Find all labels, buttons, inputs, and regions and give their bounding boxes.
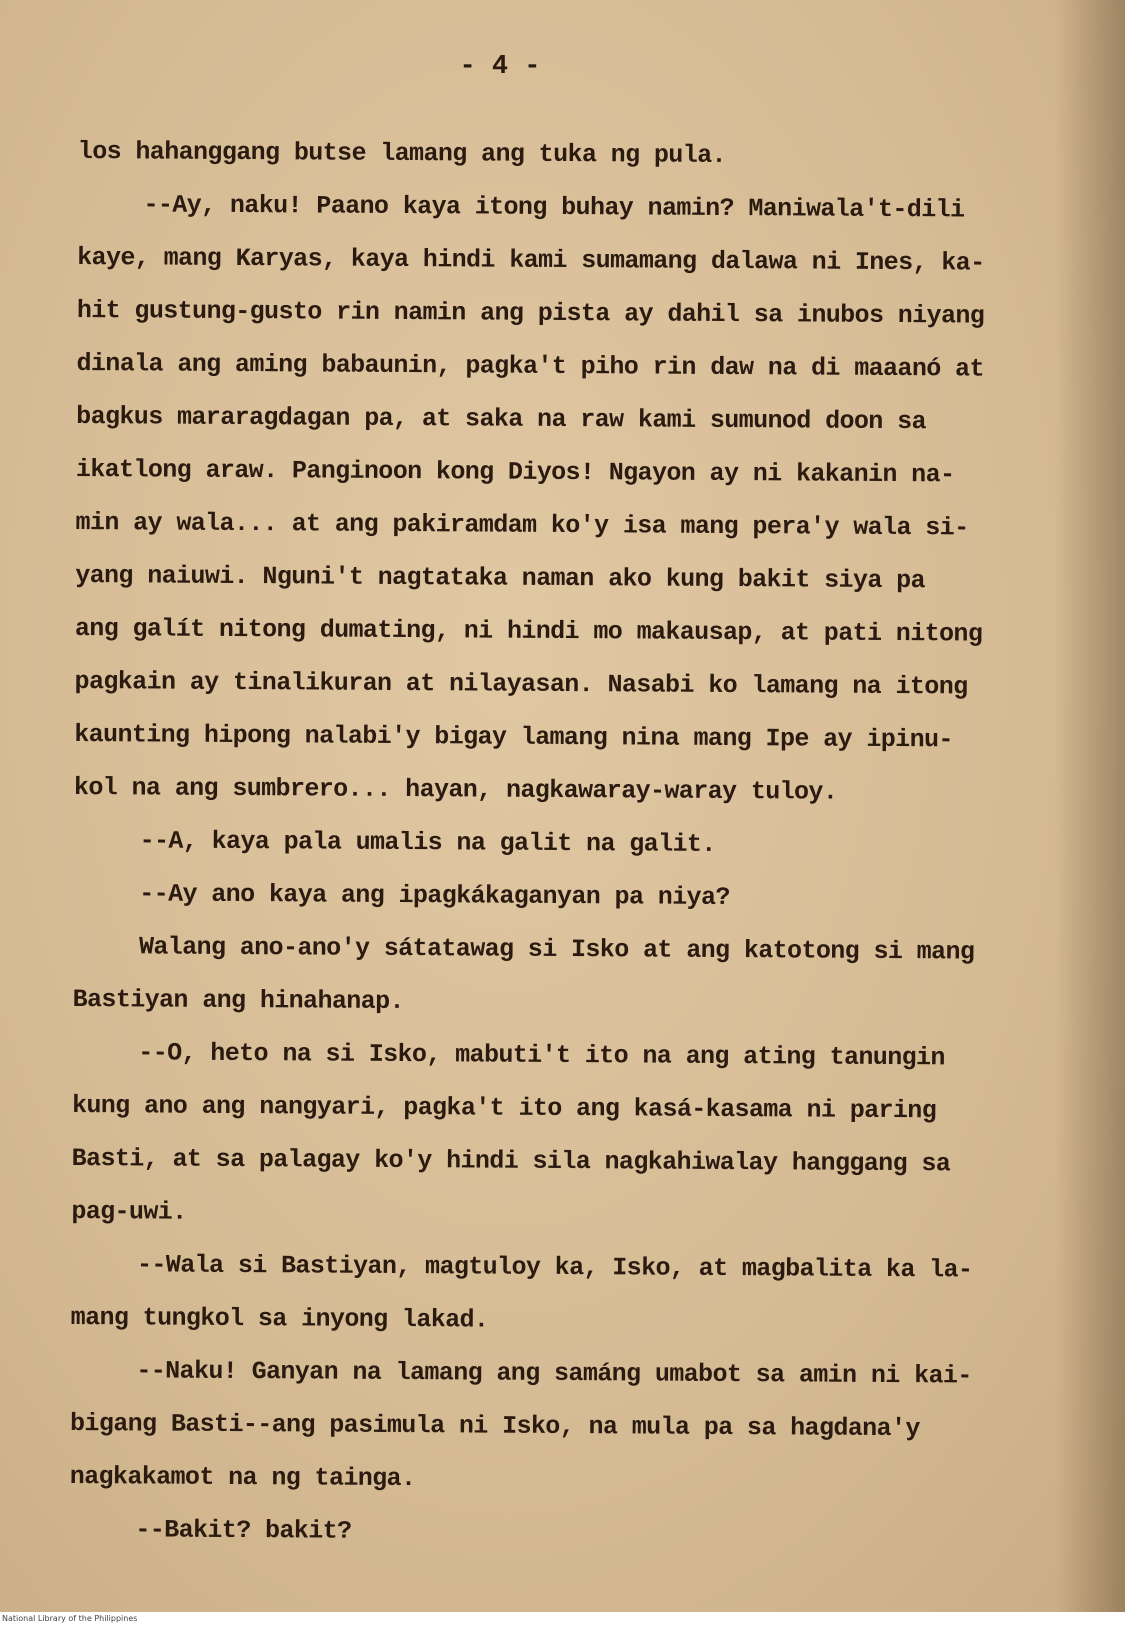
text-line: hit gustung-gusto rin namin ang pista ay dahil sa inubos niyang <box>76 295 985 331</box>
text-line: --Bakit? bakit? <box>135 1515 352 1546</box>
text-line: dinala ang aming babaunin, pagka't piho rin daw na di maaanó at <box>76 348 984 384</box>
text-line: Walang ano-ano'y sátatawag si Isko at ang katotong si mang <box>138 932 975 967</box>
page-number: - 4 - <box>459 52 541 82</box>
text-line: los hahanggang butse lamang ang tuka ng pula. <box>77 136 727 170</box>
text-line: Basti, at sa palagay ko'y hindi sila nagkahiwalay hanggang sa <box>71 1143 951 1179</box>
text-line: Bastiyan ang hinahanap. <box>72 984 405 1017</box>
text-line: kaunting hipong nalabi'y bigay lamang nina mang Ipe ay ipinu- <box>74 719 953 755</box>
text-line: pagkain ay tinalikuran at nilayasan. Nasabi ko lamang na itong <box>74 666 968 702</box>
text-line: min ay wala... at ang pakiramdam ko'y isa mang pera'y wala si- <box>75 507 969 543</box>
text-line: --Ay ano kaya ang ipagkákaganyan pa niya? <box>139 879 730 912</box>
text-line: nagkakamot na ng tainga. <box>69 1461 416 1494</box>
text-line: kol na ang sumbrero... hayan, nagkawaray-waray tuloy. <box>73 772 838 807</box>
text-line: ang galít nitong dumating, ni hindi mo makausap, at pati nitong <box>74 613 983 649</box>
text-line: --Naku! Ganyan na lamang ang samáng umabot sa amin ni kai- <box>136 1356 972 1391</box>
body-text <box>69 125 1078 1562</box>
text-line: --Ay, naku! Paano kaya itong buhay namin? Maniwala't-dili <box>143 190 965 225</box>
text-line: mang tungkol sa inyong lakad. <box>70 1302 489 1335</box>
text-line: bigang Basti--ang pasimula ni Isko, na mula pa sa hagdana'y <box>69 1408 920 1444</box>
text-line: ikatlong araw. Panginoon kong Diyos! Ngayon ay ni kakanin na- <box>75 454 955 490</box>
text-line: pag-uwi. <box>71 1196 187 1227</box>
text-line: --A, kaya pala umalis na galit na galit. <box>139 826 716 859</box>
text-line: yang naiuwi. Nguni't nagtataka naman ako kung bakit siya pa <box>75 560 926 596</box>
text-line: --O, heto na si Isko, mabuti't ito na ang ating tanungin <box>138 1038 945 1073</box>
text-line: bagkus mararagdagan pa, at saka na raw kami sumunod doon sa <box>76 401 927 437</box>
text-line: kung ano ang nangyari, pagka't ito ang kasá-kasama ni paring <box>71 1090 937 1126</box>
library-credit: National Library of the Philippines <box>2 1614 138 1623</box>
text-line: kaye, mang Karyas, kaya hindi kami sumamang dalawa ni Ines, ka- <box>77 242 985 278</box>
text-line: --Wala si Bastiyan, magtuloy ka, Isko, at magbalita ka la- <box>136 1250 973 1285</box>
